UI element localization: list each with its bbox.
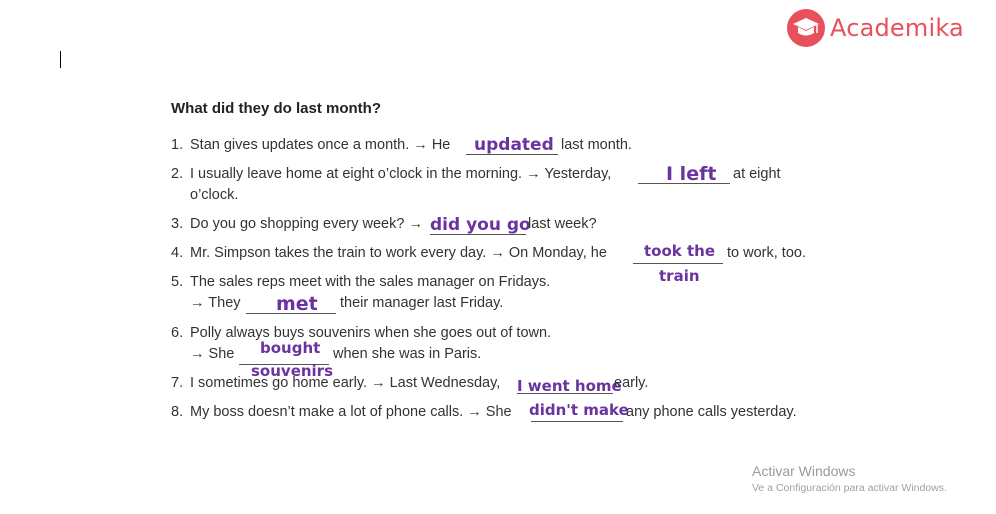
item-text: Do you go shopping every week? → [190,216,423,232]
item-text: The sales reps meet with the sales manager on Fridays. [190,274,551,290]
item-number: 5. [171,274,184,290]
item-number: 3. [171,216,184,232]
item-number: 1. [171,137,184,153]
answer-text-line1: bought [260,339,321,357]
item-number: 7. [171,375,184,391]
item-number: 4. [171,245,184,261]
item-text: My boss doesn’t make a lot of phone calls. → She [190,404,512,420]
item-number: 2. [171,166,184,182]
item-text-end: any phone calls yesterday. [626,404,797,420]
answer-text: I went home [517,377,622,395]
item-text-continued: o’clock. [190,187,239,203]
answer-text: updated [474,135,554,155]
answer-text: I left [666,163,717,185]
activation-watermark-subtitle: Ve a Configuración para activar Windows. [752,482,947,494]
item-text-continued: → They [190,295,241,311]
exercise-title: What did they do last month? [171,100,381,117]
answer-text-line1: took the [644,242,716,260]
answer-text: didn't make [529,401,629,419]
activation-watermark-title: Activar Windows [752,463,856,479]
answer-text: met [276,293,318,315]
logo-text: Academika [830,14,964,42]
academika-logo [786,8,964,48]
item-text: I usually leave home at eight o’clock in the morning. → Yesterday, [190,166,612,182]
item-text: Polly always buys souvenirs when she goes out of town. [190,325,552,341]
item-text-end: last week? [528,216,597,232]
graduation-cap-icon [786,8,826,48]
answer-blank[interactable] [531,421,623,422]
item-text: Stan gives updates once a month. → He [190,137,451,153]
answer-text-line2: train [659,267,700,285]
answer-text-line2: souvenirs [251,362,334,380]
item-number: 8. [171,404,184,420]
answer-blank[interactable] [633,263,723,264]
text-cursor [60,51,61,68]
answer-text: did you go [430,215,531,235]
item-text: Mr. Simpson takes the train to work every day. → On Monday, he [190,245,607,261]
item-text-end: at eight [733,166,781,182]
item-text-continued: → She [190,346,235,362]
item-text-end: last month. [561,137,632,153]
item-text-end: when she was in Paris. [333,346,482,362]
item-text: I sometimes go home early. → Last Wednesday, [190,375,501,391]
item-text-end: their manager last Friday. [340,295,504,311]
item-text-end: early. [614,375,649,391]
item-text-end: to work, too. [727,245,806,261]
item-number: 6. [171,325,184,341]
